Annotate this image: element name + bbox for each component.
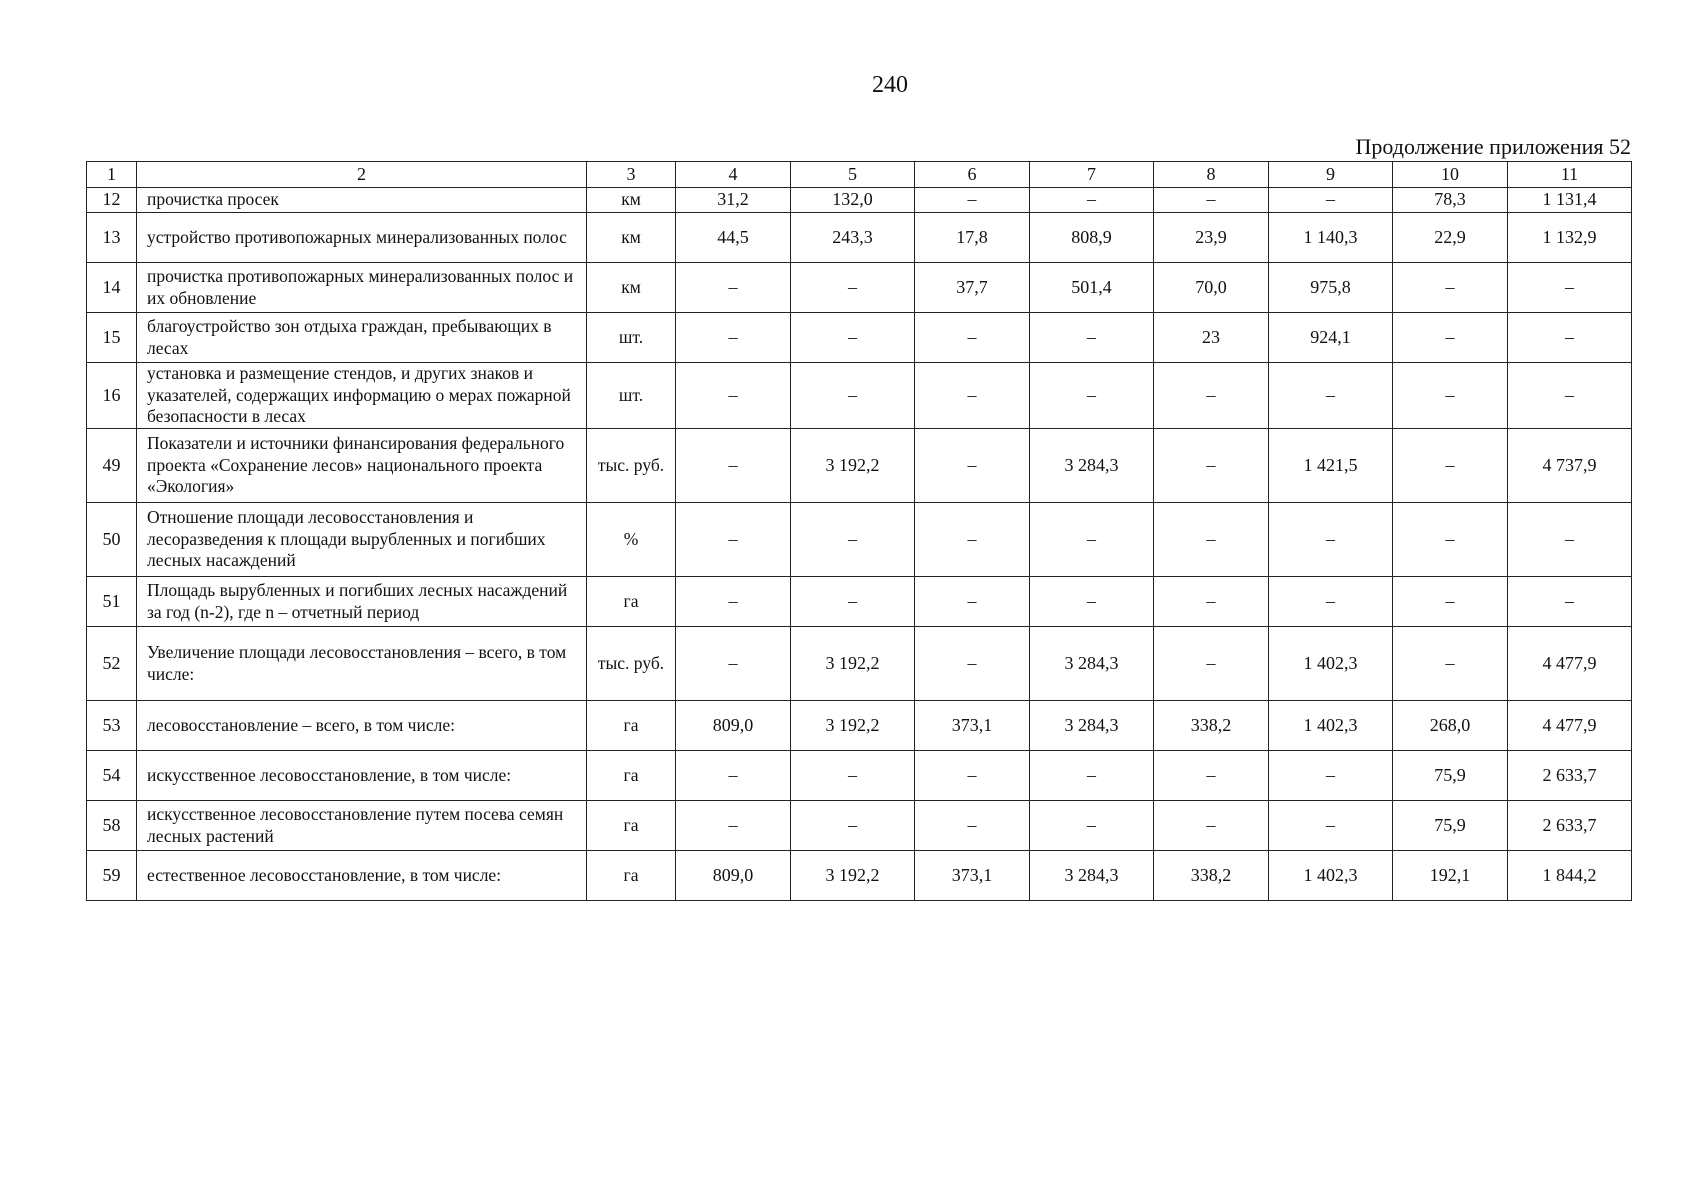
value-cell: 75,9 (1393, 801, 1508, 851)
value-cell: – (915, 313, 1030, 363)
value-cell: – (1030, 363, 1154, 429)
table-row (87, 363, 1632, 429)
table-body (87, 188, 1632, 901)
table-row (87, 577, 1632, 627)
column-header: 7 (1030, 162, 1154, 188)
value-cell: 809,0 (676, 701, 791, 751)
value-cell: – (1269, 363, 1393, 429)
value-cell: 924,1 (1269, 313, 1393, 363)
value-cell: – (915, 577, 1030, 627)
table-row (87, 627, 1632, 701)
column-header: 4 (676, 162, 791, 188)
value-cell: – (1154, 188, 1269, 213)
value-cell: 3 284,3 (1030, 627, 1154, 701)
page-number: 240 (872, 72, 908, 98)
continuation-caption: Продолжение приложения 52 (1355, 134, 1631, 159)
value-cell: – (1030, 313, 1154, 363)
value-cell: – (1508, 363, 1632, 429)
value-cell: 338,2 (1154, 851, 1269, 901)
value-cell: 975,8 (1269, 263, 1393, 313)
value-cell: 4 737,9 (1508, 429, 1632, 503)
value-cell: 37,7 (915, 263, 1030, 313)
description-cell: благоустройство зон отдыха граждан, пребывающих в лесах (137, 313, 587, 363)
value-cell: 75,9 (1393, 751, 1508, 801)
value-cell: 373,1 (915, 851, 1030, 901)
unit-cell: га (587, 701, 676, 751)
value-cell: – (1030, 751, 1154, 801)
value-cell: – (1269, 751, 1393, 801)
value-cell: 23 (1154, 313, 1269, 363)
value-cell: – (791, 503, 915, 577)
value-cell: – (915, 188, 1030, 213)
value-cell: 3 192,2 (791, 429, 915, 503)
value-cell: – (1030, 577, 1154, 627)
value-cell: 243,3 (791, 213, 915, 263)
table-row (87, 429, 1632, 503)
value-cell: – (1030, 801, 1154, 851)
value-cell: 2 633,7 (1508, 801, 1632, 851)
value-cell: – (676, 263, 791, 313)
unit-cell: га (587, 577, 676, 627)
description-cell: Увеличение площади лесовосстановления – всего, в том числе: (137, 627, 587, 701)
value-cell: – (1508, 577, 1632, 627)
value-cell: – (1393, 627, 1508, 701)
description-cell: устройство противопожарных минерализованных полос (137, 213, 587, 263)
table-row (87, 751, 1632, 801)
value-cell: – (1154, 503, 1269, 577)
unit-cell: шт. (587, 313, 676, 363)
description-cell: прочистка противопожарных минерализованных полос и их обновление (137, 263, 587, 313)
value-cell: – (1269, 188, 1393, 213)
value-cell: – (676, 751, 791, 801)
unit-cell: км (587, 188, 676, 213)
row-number-cell: 58 (87, 801, 137, 851)
column-header: 9 (1269, 162, 1393, 188)
value-cell: 3 284,3 (1030, 429, 1154, 503)
value-cell: – (676, 313, 791, 363)
value-cell: 808,9 (1030, 213, 1154, 263)
value-cell: – (1393, 313, 1508, 363)
value-cell: – (1154, 577, 1269, 627)
row-number-cell: 16 (87, 363, 137, 429)
value-cell: 1 132,9 (1508, 213, 1632, 263)
value-cell: – (791, 577, 915, 627)
unit-cell: % (587, 503, 676, 577)
value-cell: – (1393, 429, 1508, 503)
value-cell: 22,9 (1393, 213, 1508, 263)
value-cell: – (915, 429, 1030, 503)
value-cell: – (915, 627, 1030, 701)
unit-cell: км (587, 263, 676, 313)
table-row (87, 188, 1632, 213)
description-cell: Показатели и источники финансирования федерального проекта «Сохранение лесов» национального проекта «Экология» (137, 429, 587, 503)
row-number-cell: 13 (87, 213, 137, 263)
value-cell: 78,3 (1393, 188, 1508, 213)
value-cell: 3 284,3 (1030, 701, 1154, 751)
value-cell: – (1030, 503, 1154, 577)
value-cell: – (1154, 627, 1269, 701)
value-cell: 1 844,2 (1508, 851, 1632, 901)
value-cell: – (1508, 503, 1632, 577)
value-cell: – (915, 801, 1030, 851)
value-cell: – (1393, 503, 1508, 577)
table-row (87, 701, 1632, 751)
value-cell: 132,0 (791, 188, 915, 213)
value-cell: 268,0 (1393, 701, 1508, 751)
value-cell: 1 402,3 (1269, 851, 1393, 901)
table-row (87, 801, 1632, 851)
column-header: 8 (1154, 162, 1269, 188)
value-cell: 3 192,2 (791, 851, 915, 901)
value-cell: – (1508, 263, 1632, 313)
value-cell: – (791, 801, 915, 851)
unit-cell: га (587, 851, 676, 901)
value-cell: 4 477,9 (1508, 627, 1632, 701)
value-cell: – (1269, 503, 1393, 577)
row-number-cell: 52 (87, 627, 137, 701)
column-header: 6 (915, 162, 1030, 188)
value-cell: 3 192,2 (791, 627, 915, 701)
value-cell: – (1393, 263, 1508, 313)
unit-cell: шт. (587, 363, 676, 429)
row-number-cell: 59 (87, 851, 137, 901)
row-number-cell: 14 (87, 263, 137, 313)
value-cell: 338,2 (1154, 701, 1269, 751)
value-cell: – (791, 263, 915, 313)
value-cell: – (1154, 363, 1269, 429)
value-cell: – (676, 363, 791, 429)
value-cell: 1 140,3 (1269, 213, 1393, 263)
value-cell: – (915, 503, 1030, 577)
description-cell: установка и размещение стендов, и других знаков и указателей, содержащих информацию о мерах пожарной безопасности в лесах (137, 363, 587, 429)
row-number-cell: 53 (87, 701, 137, 751)
value-cell: 1 421,5 (1269, 429, 1393, 503)
value-cell: – (1269, 801, 1393, 851)
value-cell: – (1393, 577, 1508, 627)
unit-cell: га (587, 801, 676, 851)
value-cell: – (676, 577, 791, 627)
unit-cell: км (587, 213, 676, 263)
value-cell: 1 131,4 (1508, 188, 1632, 213)
value-cell: – (791, 751, 915, 801)
value-cell: – (1154, 801, 1269, 851)
value-cell: – (915, 363, 1030, 429)
column-header: 2 (137, 162, 587, 188)
table-row (87, 313, 1632, 363)
value-cell: 70,0 (1154, 263, 1269, 313)
row-number-cell: 15 (87, 313, 137, 363)
value-cell: 44,5 (676, 213, 791, 263)
column-header: 5 (791, 162, 915, 188)
value-cell: – (1030, 188, 1154, 213)
unit-cell: тыс. руб. (587, 429, 676, 503)
unit-cell: тыс. руб. (587, 627, 676, 701)
value-cell: 3 192,2 (791, 701, 915, 751)
header-row (87, 162, 1632, 188)
value-cell: – (1508, 313, 1632, 363)
value-cell: – (1154, 429, 1269, 503)
description-cell: искусственное лесовосстановление путем посева семян лесных растений (137, 801, 587, 851)
value-cell: 1 402,3 (1269, 627, 1393, 701)
value-cell: 17,8 (915, 213, 1030, 263)
column-header: 1 (87, 162, 137, 188)
description-cell: Отношение площади лесовосстановления и лесоразведения к площади вырубленных и погибших лесных насаждений (137, 503, 587, 577)
table-row (87, 503, 1632, 577)
value-cell: – (791, 313, 915, 363)
value-cell: 1 402,3 (1269, 701, 1393, 751)
value-cell: 373,1 (915, 701, 1030, 751)
description-cell: естественное лесовосстановление, в том числе: (137, 851, 587, 901)
column-header: 3 (587, 162, 676, 188)
value-cell: – (791, 363, 915, 429)
column-header: 10 (1393, 162, 1508, 188)
column-header: 11 (1508, 162, 1632, 188)
data-table (86, 161, 1632, 901)
value-cell: – (676, 627, 791, 701)
value-cell: 23,9 (1154, 213, 1269, 263)
value-cell: 192,1 (1393, 851, 1508, 901)
value-cell: 501,4 (1030, 263, 1154, 313)
value-cell: 2 633,7 (1508, 751, 1632, 801)
description-cell: Площадь вырубленных и погибших лесных насаждений за год (n-2), где n – отчетный период (137, 577, 587, 627)
description-cell: прочистка просек (137, 188, 587, 213)
value-cell: – (1393, 363, 1508, 429)
row-number-cell: 51 (87, 577, 137, 627)
value-cell: 809,0 (676, 851, 791, 901)
table-row (87, 851, 1632, 901)
value-cell: – (1154, 751, 1269, 801)
row-number-cell: 12 (87, 188, 137, 213)
value-cell: – (676, 503, 791, 577)
unit-cell: га (587, 751, 676, 801)
row-number-cell: 50 (87, 503, 137, 577)
row-number-cell: 49 (87, 429, 137, 503)
description-cell: лесовосстановление – всего, в том числе: (137, 701, 587, 751)
table-row (87, 263, 1632, 313)
value-cell: 31,2 (676, 188, 791, 213)
table-row (87, 213, 1632, 263)
value-cell: – (1269, 577, 1393, 627)
row-number-cell: 54 (87, 751, 137, 801)
value-cell: – (676, 429, 791, 503)
value-cell: – (676, 801, 791, 851)
value-cell: 3 284,3 (1030, 851, 1154, 901)
value-cell: – (915, 751, 1030, 801)
value-cell: 4 477,9 (1508, 701, 1632, 751)
description-cell: искусственное лесовосстановление, в том числе: (137, 751, 587, 801)
